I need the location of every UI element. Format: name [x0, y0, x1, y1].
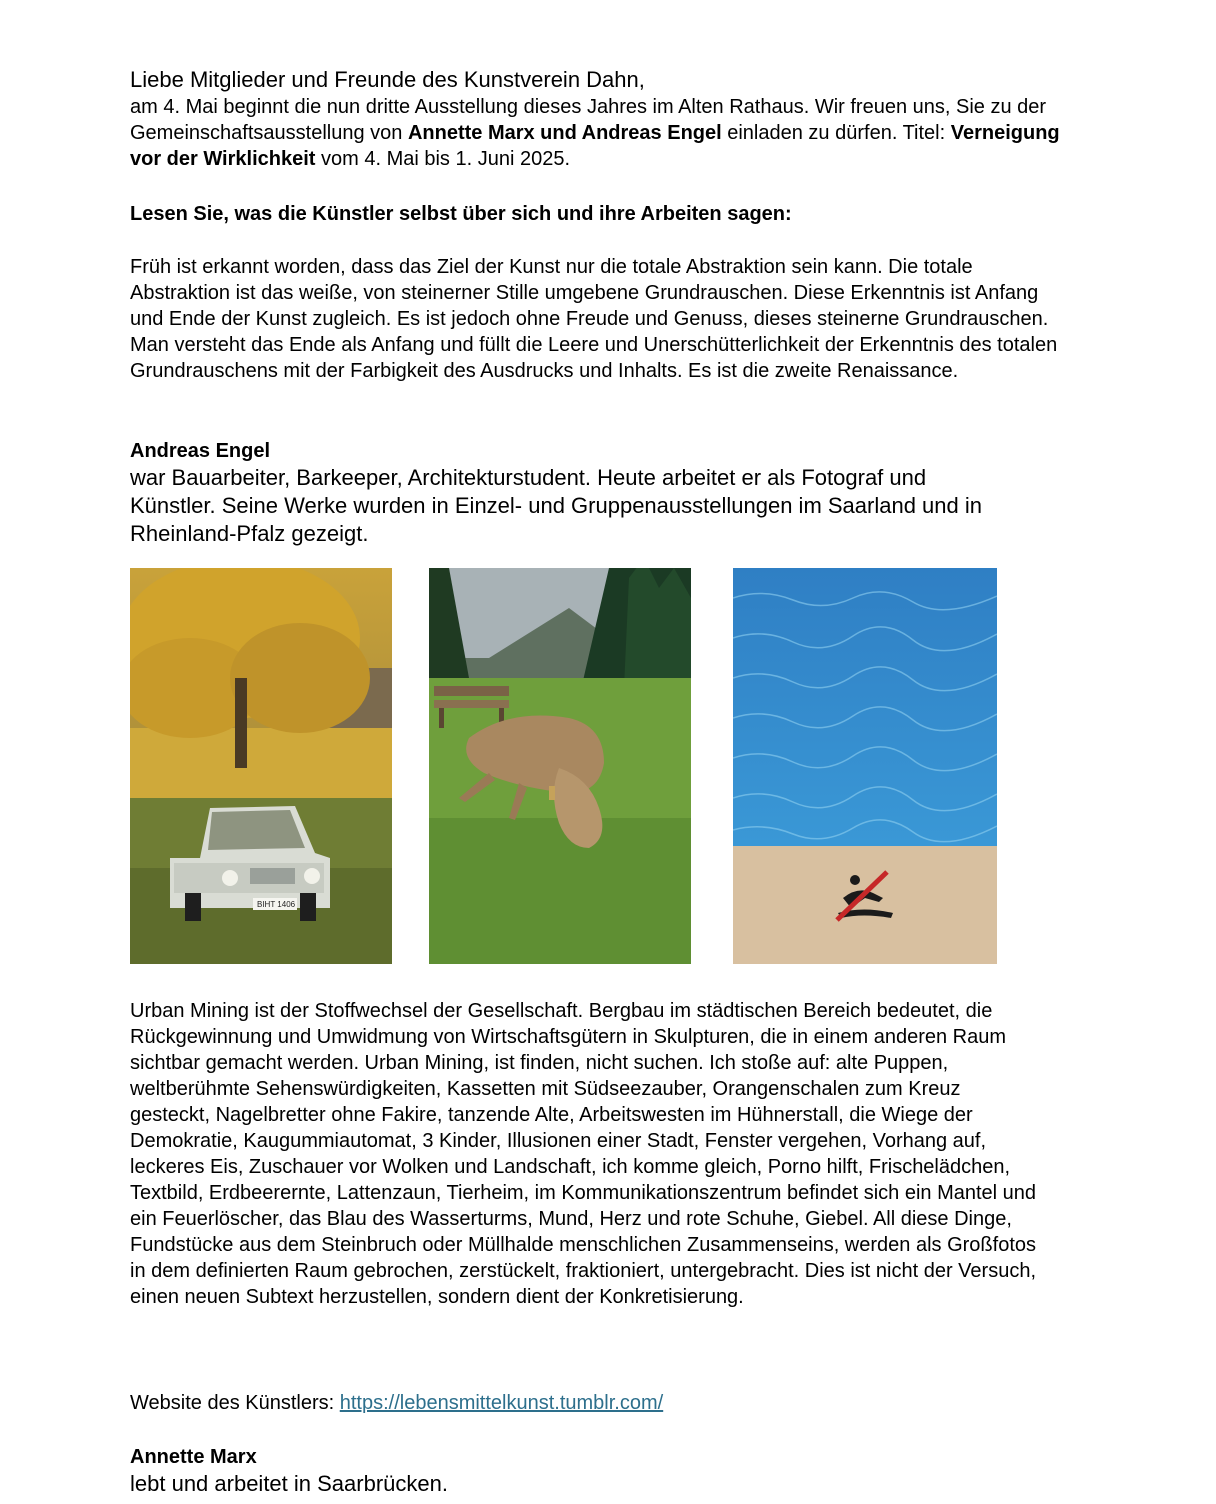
artist1-name-text: Andreas Engel [130, 440, 271, 462]
artist-website-link[interactable]: https://lebensmittelkunst.tumblr.com/ [339, 1392, 664, 1414]
photo-pool [733, 568, 997, 964]
intro-paragraph [130, 94, 1060, 172]
photo-cow [429, 568, 691, 964]
photo-trabant [130, 568, 392, 964]
artist1-website [130, 1390, 1060, 1416]
intro-artists: Annette Marx und Andreas Engel [407, 122, 722, 144]
greeting: Liebe Mitglieder und Freunde des Kunstverein Dahn, [130, 67, 645, 92]
section-heading-text: Lesen Sie, was die Künstler selbst über sich und ihre Arbeiten sagen: [130, 203, 792, 225]
artist2-name-text: Annette Marx [130, 1446, 257, 1468]
intro-text-2: einladen zu dürfen. Titel: [721, 122, 951, 144]
website-label: Website des Künstlers: [130, 1392, 340, 1414]
artist2-name [130, 1444, 1060, 1470]
intro-text-1: am 4. Mai beginnt die nun dritte Ausstellung dieses Jahres im Alten Rathaus. Wir freuen uns, Sie zu der Gemeinschaftsausstellung von [130, 96, 1047, 144]
artist2-bio: lebt und arbeitet in Saarbrücken. [130, 1471, 448, 1496]
artist1-bio: war Bauarbeiter, Barkeeper, Architekturstudent. Heute arbeitet er als Fotograf und Künstler. Seine Werke wurden in Einzel- und Gruppenausstellungen im Saarland und in Rheinland-Pfalz gezeigt. [130, 465, 982, 546]
section-heading [130, 201, 1060, 227]
artist1-statement: Urban Mining ist der Stoffwechsel der Gesellschaft. Bergbau im städtischen Bereich bedeutet, die Rückgewinnung und Umwidmung von Wirtschaftsgütern in Skulpturen, die in einem anderen Raum sichtbar gemacht werden. Urban Mining, ist finden, nicht suchen. Ich stoße auf: alte Puppen, weltberühmte Sehenswürdigkeiten, Kassetten mit Südseezauber, Orangenschalen zum Kreuz gesteckt, Nagelbretter ohne Fakire, tanzende Alte, Arbeitswesten im Hühnerstall, die Wiege der Demokratie, Kaugummiautomat, 3 Kinder, Illusionen einer Stadt, Fenster vergehen, Vorhang auf, leckeres Eis, Zuschauer vor Wolken und Landschaft, ich komme gleich, Porno hilft, Frischelädchen, Textbild, Erdbeerernte, Lattenzaun, Tierheim, im Kommunikationszentrum befindet sich ein Mantel und ein Feuerlöscher, das Blau des Wasserturms, Mund, Herz und rote Schuhe, Giebel. All diese Dinge, Fundstücke aus dem Steinbruch oder Müllhalde menschlichen Zusammenseins, werden als Großfotos in dem definierten Raum gebrochen, zerstückelt, fraktioniert, untergebracht. Dies ist nicht der Versuch, einen neuen Subtext herzustellen, sondern dient der Konkretisierung. [130, 1000, 1037, 1308]
intro-text-3: vom 4. Mai bis 1. Juni 2025. [315, 148, 571, 170]
exhibition-title: Verneigung vor der Wirklichkeit [130, 122, 1060, 170]
license-plate-text: BIHT 1406 [257, 900, 296, 909]
artist1-name [130, 438, 1060, 464]
manifesto-paragraph: Früh ist erkannt worden, dass das Ziel der Kunst nur die totale Abstraktion sein kann. Die totale Abstraktion ist das weiße, von steinerner Stille umgebene Grundrauschen. Diese Erkenntnis ist Anfang und Ende der Kunst zugleich. Es ist jedoch ohne Freude und Genuss, dieses steinerne Grundrauschen. Man versteht das Ende als Anfang und füllt die Leere und Unerschütterlichkeit der Erkenntnis des totalen Grundrauschens mit der Farbigkeit des Ausdrucks und Inhalts. Es ist die zweite Renaissance. [130, 256, 1058, 382]
